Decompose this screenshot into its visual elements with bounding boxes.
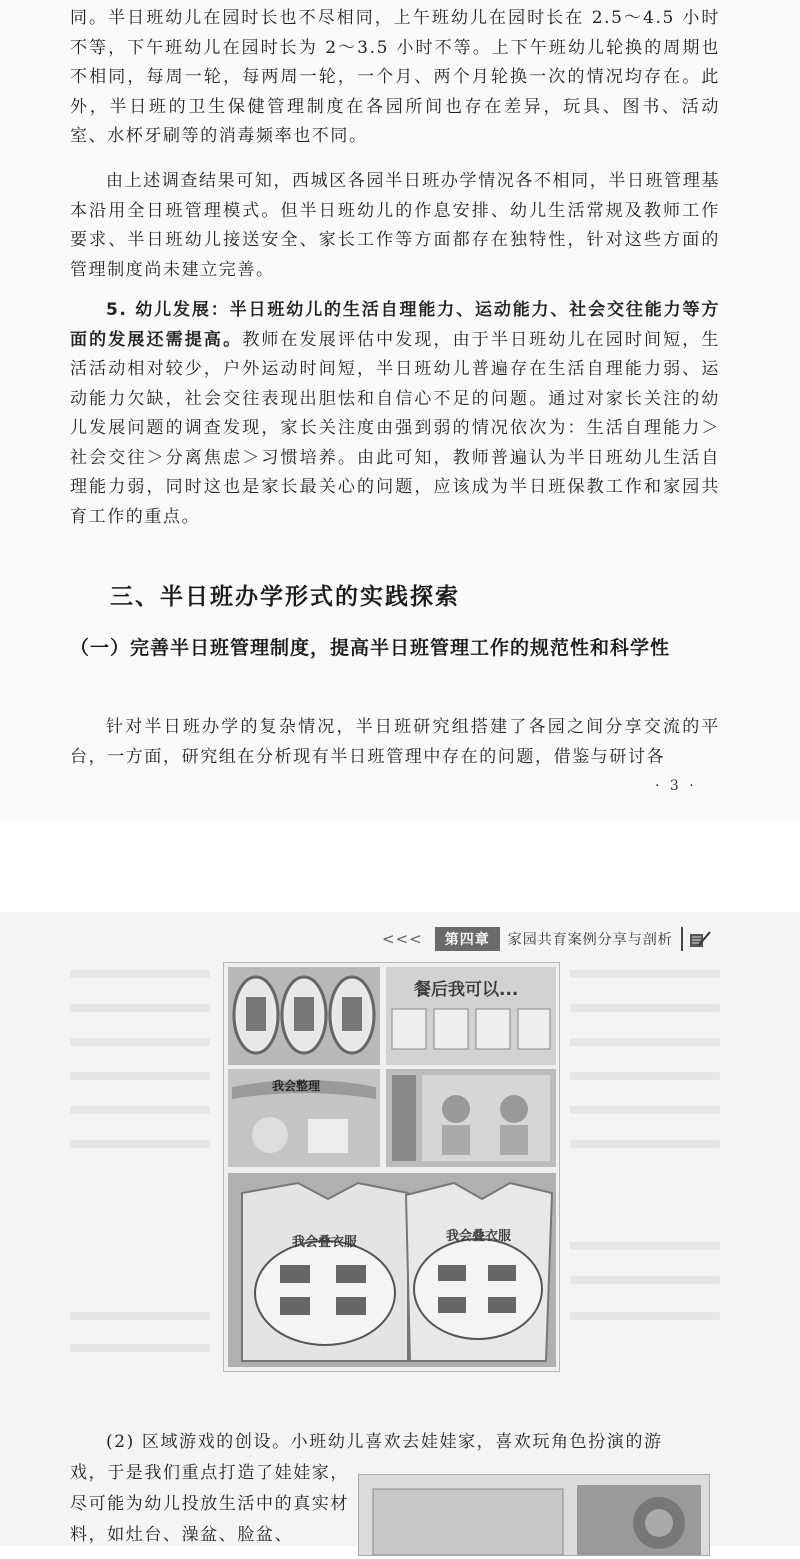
bleed-through-line — [70, 1106, 210, 1114]
bleed-through-line — [570, 1242, 720, 1250]
bleed-through-line — [570, 1140, 720, 1148]
running-head — [382, 927, 711, 951]
photo-doll-house — [358, 1474, 710, 1556]
running-head-arrows: <<< — [382, 930, 423, 948]
fold-clothes-sign-left: 我会叠衣服 — [292, 1235, 358, 1250]
photo-cartoon-chart — [386, 1069, 556, 1167]
paragraph-body: 教师在发展评估中发现，由于半日班幼儿在园时间短，生活活动相对较少，户外运动时间短，半日班幼儿普遍存在生活自理能力弱、运动能力欠缺，社会交往表现出胆怯和自信心不足的问题。通过对家长关注的幼儿发展问题的调查发现，家长关注度由强到弱的情况依次为：生活自理能力＞社会交往＞分离焦虑＞习惯培养。由此可知，教师普遍认为半日班幼儿生活自理能力弱，同时这也是家长最关心的问题，应该成为半日班保教工作和家园共育工作的重点。 — [70, 329, 720, 527]
paragraph-care-duration: 同。半日班幼儿在园时长也不尽相同，上午班幼儿在园时长在 2.5～4.5 小时不等，下午班幼儿在园时长为 2～3.5 小时不等。上下午班幼儿轮换的周期也不相同，每周一轮，每两周一轮，一个月、两个月轮换一次的情况均存在。此外，半日班的卫生保健管理制度在各园所间也存在差异，玩具、图书、活动室、水杯牙刷等的消毒频率也不同。 — [70, 8, 720, 146]
photo-portrait-plates — [228, 967, 380, 1065]
sub-heading: （一）完善半日班管理制度，提高半日班管理工作的规范性和科学性 — [70, 637, 671, 659]
chapter-title: 家园共育案例分享与剖析 — [507, 932, 673, 948]
bleed-through-line — [570, 970, 720, 978]
chapter-badge: 第四章 — [435, 927, 500, 951]
page-number: · 3 · — [655, 778, 697, 794]
portrait-plates-illustration — [228, 967, 380, 1065]
photo-fold-clothes-boards — [228, 1173, 556, 1367]
book-page-next — [0, 912, 800, 1546]
bleed-through-line — [570, 1004, 720, 1012]
running-head-divider — [681, 927, 683, 951]
fold-clothes-sign-right: 我会叠衣服 — [446, 1229, 512, 1244]
bleed-through-line — [570, 1038, 720, 1046]
paragraph-survey-conclusion: 由上述调查结果可知，西城区各园半日班办学情况各不相同，半日班管理基本沿用全日班管理模式。但半日班幼儿的作息安排、幼儿生活常规及教师工作要求、半日班幼儿接送安全、家长工作等方面都存在独特性，针对这些方面的管理制度尚未建立完善。 — [70, 171, 720, 280]
bleed-through-line — [70, 1038, 210, 1046]
bleed-through-line — [70, 970, 210, 978]
bleed-through-line — [570, 1276, 720, 1284]
bleed-through-line — [70, 1072, 210, 1080]
doll-house-illustration — [359, 1475, 709, 1555]
notebook-pen-icon — [689, 930, 711, 948]
after-meal-sign: 餐后我可以... — [414, 980, 519, 1000]
paragraph-research-group: 针对半日班办学的复杂情况，半日班研究组搭建了各园之间分享交流的平台，一方面，研究组在分析现有半日班管理中存在的问题，借鉴与研讨各 — [70, 717, 720, 767]
bleed-through-line — [70, 1344, 210, 1352]
fold-clothes-boards-illustration — [228, 1173, 556, 1367]
bleed-through-line — [570, 1072, 720, 1080]
paragraph-child-development — [70, 296, 720, 532]
section-heading: 三、半日班办学形式的实践探索 — [110, 584, 460, 610]
bleed-through-line — [70, 1312, 210, 1320]
page-gap — [0, 820, 800, 912]
bleed-through-line — [570, 1106, 720, 1114]
photo-tidy-wall — [228, 1069, 380, 1167]
bleed-through-line — [70, 1004, 210, 1012]
classroom-photo-collage — [223, 962, 560, 1372]
cartoon-chart-illustration — [386, 1069, 556, 1167]
photo-after-meal-board — [386, 967, 556, 1065]
tidy-wall-sign: 我会整理 — [272, 1079, 321, 1093]
paragraph-lead-bold: 5. 幼儿发展：半日班幼儿的生活自理能力、运动能力、社会交往能力等方面的发展还需提高。 — [70, 300, 720, 350]
bleed-through-line — [570, 1312, 720, 1320]
bleed-through-line — [70, 1140, 210, 1148]
paragraph-area-games: (2) 区域游戏的创设。小班幼儿喜欢去娃娃家，喜欢玩角色扮演的游 — [106, 1432, 663, 1452]
paragraph-doll-house: 戏，于是我们重点打造了娃娃家，尽可能为幼儿投放生活中的真实材料，如灶台、澡盆、脸盆、 — [70, 1463, 349, 1545]
